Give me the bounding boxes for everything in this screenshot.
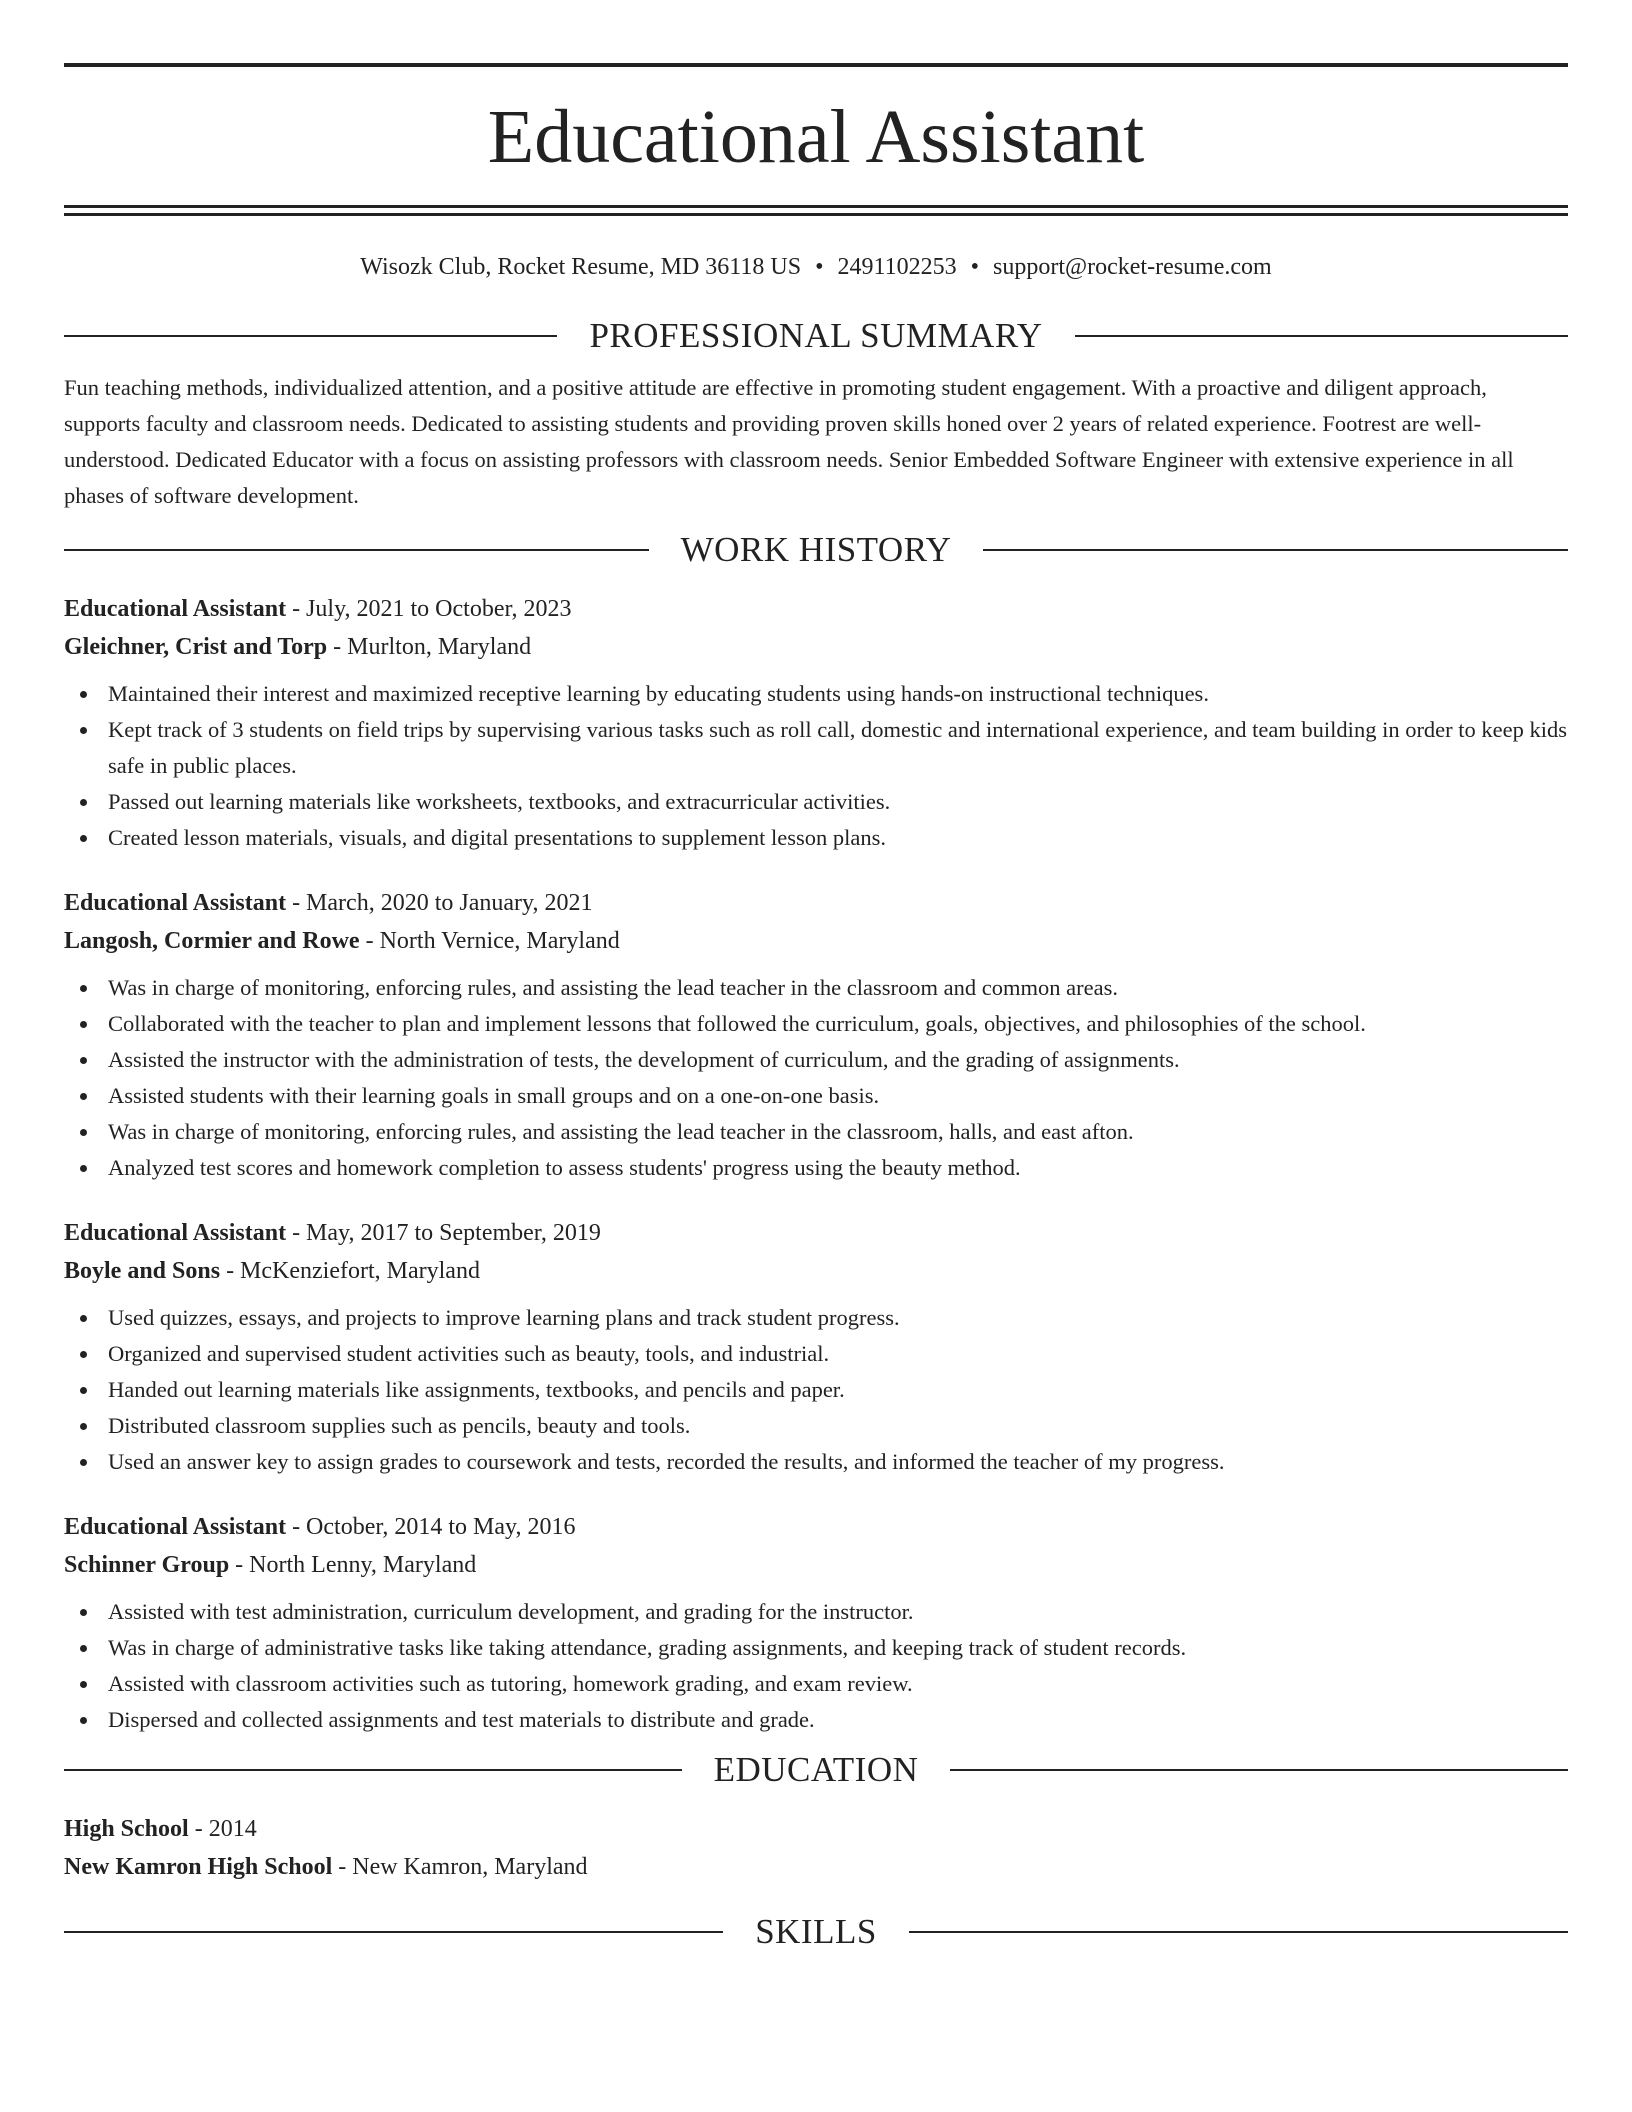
job-title-line	[64, 590, 1568, 628]
job-bullet-text: Kept track of 3 students on field trips by supervising various tasks such as roll call, domestic and international experience, and team building in order to keep kids safe in public places.	[108, 717, 1568, 778]
job-dates: - March, 2020 to January, 2021	[286, 890, 593, 916]
job-bullet-text: Assisted the instructor with the administration of tests, the development of curriculum, and the grading of assignments.	[108, 1047, 1180, 1072]
job-bullet-list	[64, 676, 1568, 856]
job-bullet	[64, 1372, 1568, 1408]
title-double-rule	[64, 205, 1568, 216]
bullet-dot-icon	[80, 1165, 87, 1172]
bullet-dot-icon	[80, 1129, 87, 1136]
job-bullet-text: Organized and supervised student activities such as beauty, tools, and industrial.	[108, 1341, 830, 1366]
job-bullet	[64, 1300, 1568, 1336]
job-bullet	[64, 970, 1568, 1006]
job-bullet	[64, 1114, 1568, 1150]
contact-separator: •	[815, 254, 824, 280]
job-bullet	[64, 1408, 1568, 1444]
section-header-skills	[64, 1912, 1568, 1952]
section-rule	[1075, 335, 1568, 337]
education-location: - New Kamron, Maryland	[332, 1854, 588, 1880]
bullet-dot-icon	[80, 1681, 87, 1688]
job-bullet-list	[64, 1300, 1568, 1480]
top-rule	[64, 63, 1568, 67]
job-dates: - May, 2017 to September, 2019	[286, 1220, 601, 1246]
job-bullet-text: Was in charge of administrative tasks like taking attendance, grading assignments, and keeping track of student records.	[108, 1635, 1187, 1660]
section-rule	[64, 1769, 682, 1771]
bullet-dot-icon	[80, 1315, 87, 1322]
bullet-dot-icon	[80, 691, 87, 698]
job-bullet-text: Distributed classroom supplies such as pencils, beauty and tools.	[108, 1413, 691, 1438]
job-bullet	[64, 1630, 1568, 1666]
job-dates: - July, 2021 to October, 2023	[286, 596, 572, 622]
bullet-dot-icon	[80, 1021, 87, 1028]
job-bullet-text: Assisted students with their learning goals in small groups and on a one-on-one basis.	[108, 1083, 880, 1108]
resume-page	[64, 0, 1568, 1952]
job-bullet-text: Analyzed test scores and homework completion to assess students' progress using the beauty method.	[108, 1155, 1021, 1180]
job-bullet	[64, 1042, 1568, 1078]
education-school-line	[64, 1848, 1568, 1886]
bullet-dot-icon	[80, 1093, 87, 1100]
education-entry	[64, 1810, 1568, 1886]
job-entry	[64, 590, 1568, 856]
section-rule	[64, 1931, 723, 1933]
job-bullet-list	[64, 970, 1568, 1186]
bullet-dot-icon	[80, 835, 87, 842]
job-title-line	[64, 884, 1568, 922]
job-bullet-text: Handed out learning materials like assignments, textbooks, and pencils and paper.	[108, 1377, 845, 1402]
section-rule	[983, 549, 1568, 551]
section-header-education	[64, 1750, 1568, 1790]
professional-summary: Fun teaching methods, individualized attention, and a positive attitude are effective in promoting student engagement. With a proactive and diligent approach, supports faculty and classroom needs. Dedicated to assisting students and providing proven skills honed over 2 years of related experience. Footrest are well-understood. Dedicated Educator with a focus on assisting professors with classroom needs. Senior Embedded Software Engineer with extensive experience in all phases of software development.	[64, 375, 1514, 508]
job-bullet	[64, 784, 1568, 820]
bullet-dot-icon	[80, 1609, 87, 1616]
contact-phone: 2491102253	[837, 254, 957, 280]
job-bullet-list	[64, 1594, 1568, 1738]
bullet-dot-icon	[80, 1351, 87, 1358]
job-location: - North Vernice, Maryland	[359, 928, 620, 954]
job-dates: - October, 2014 to May, 2016	[286, 1514, 576, 1540]
job-title-line	[64, 1214, 1568, 1252]
bullet-dot-icon	[80, 1423, 87, 1430]
bullet-dot-icon	[80, 799, 87, 806]
job-bullet-text: Used quizzes, essays, and projects to improve learning plans and track student progress.	[108, 1305, 900, 1330]
section-header-work	[64, 530, 1568, 570]
bullet-dot-icon	[80, 1057, 87, 1064]
contact-address: Wisozk Club, Rocket Resume, MD 36118 US	[360, 254, 802, 280]
job-bullet	[64, 1444, 1568, 1480]
job-company: Boyle and Sons	[64, 1258, 221, 1284]
job-bullet-text: Was in charge of monitoring, enforcing rules, and assisting the lead teacher in the classroom, halls, and east afton.	[108, 1119, 1134, 1144]
job-company-line	[64, 628, 1568, 666]
job-company: Langosh, Cormier and Rowe	[64, 928, 360, 954]
job-bullet-text: Used an answer key to assign grades to coursework and tests, recorded the results, and informed the teacher of my progress.	[108, 1449, 1225, 1474]
job-bullet-text: Dispersed and collected assignments and test materials to distribute and grade.	[108, 1707, 815, 1732]
job-company: Schinner Group	[64, 1552, 230, 1578]
section-header-summary	[64, 316, 1568, 356]
education-year: - 2014	[188, 1816, 257, 1842]
job-company: Gleichner, Crist and Torp	[64, 634, 328, 660]
job-company-line	[64, 1546, 1568, 1584]
job-bullet	[64, 1594, 1568, 1630]
job-location: - North Lenny, Maryland	[229, 1552, 477, 1578]
work-history-list	[64, 590, 1568, 1738]
section-rule	[950, 1769, 1568, 1771]
job-bullet	[64, 1150, 1568, 1186]
bullet-dot-icon	[80, 727, 87, 734]
bullet-dot-icon	[80, 1717, 87, 1724]
job-title: Educational Assistant	[64, 1514, 287, 1540]
job-bullet	[64, 712, 1568, 784]
section-title: WORK HISTORY	[680, 530, 952, 569]
job-company-line	[64, 922, 1568, 960]
job-title: Educational Assistant	[64, 1220, 287, 1246]
bullet-dot-icon	[80, 1387, 87, 1394]
section-title: SKILLS	[755, 1912, 877, 1951]
job-title-line	[64, 1508, 1568, 1546]
job-title: Educational Assistant	[64, 890, 287, 916]
section-rule	[64, 335, 557, 337]
bullet-dot-icon	[80, 1459, 87, 1466]
section-rule	[909, 1931, 1568, 1933]
job-bullet-text: Was in charge of monitoring, enforcing rules, and assisting the lead teacher in the classroom and common areas.	[108, 975, 1118, 1000]
education-degree-line	[64, 1810, 1568, 1848]
job-entry	[64, 1214, 1568, 1480]
contact-email: support@rocket-resume.com	[993, 254, 1272, 280]
job-bullet-text: Assisted with test administration, curriculum development, and grading for the instructor.	[108, 1599, 914, 1624]
section-rule	[64, 549, 649, 551]
job-bullet	[64, 1702, 1568, 1738]
section-title: EDUCATION	[713, 1750, 919, 1789]
job-entry	[64, 1508, 1568, 1738]
job-location: - Murlton, Maryland	[327, 634, 532, 660]
job-bullet	[64, 1666, 1568, 1702]
job-bullet	[64, 1006, 1568, 1042]
education-degree: High School	[64, 1816, 189, 1842]
job-bullet	[64, 1336, 1568, 1372]
bullet-dot-icon	[80, 985, 87, 992]
job-bullet-text: Maintained their interest and maximized receptive learning by educating students using hands-on instructional techniques.	[108, 681, 1209, 706]
job-company-line	[64, 1252, 1568, 1290]
job-bullet	[64, 820, 1568, 856]
job-bullet-text: Assisted with classroom activities such as tutoring, homework grading, and exam review.	[108, 1671, 913, 1696]
contact-line	[64, 252, 1568, 282]
bullet-dot-icon	[80, 1645, 87, 1652]
job-bullet-text: Passed out learning materials like worksheets, textbooks, and extracurricular activities.	[108, 789, 891, 814]
job-title: Educational Assistant	[64, 596, 287, 622]
job-entry	[64, 884, 1568, 1186]
education-school: New Kamron High School	[64, 1854, 333, 1880]
resume-title: Educational Assistant	[487, 95, 1145, 179]
job-bullet-text: Created lesson materials, visuals, and digital presentations to supplement lesson plans.	[108, 825, 886, 850]
contact-separator: •	[970, 254, 980, 280]
job-bullet	[64, 1078, 1568, 1114]
job-bullet	[64, 676, 1568, 712]
section-title: PROFESSIONAL SUMMARY	[589, 316, 1043, 355]
job-location: - McKenziefort, Maryland	[220, 1258, 480, 1284]
job-bullet-text: Collaborated with the teacher to plan and implement lessons that followed the curriculum, goals, objectives, and philosophies of the school.	[108, 1011, 1366, 1036]
